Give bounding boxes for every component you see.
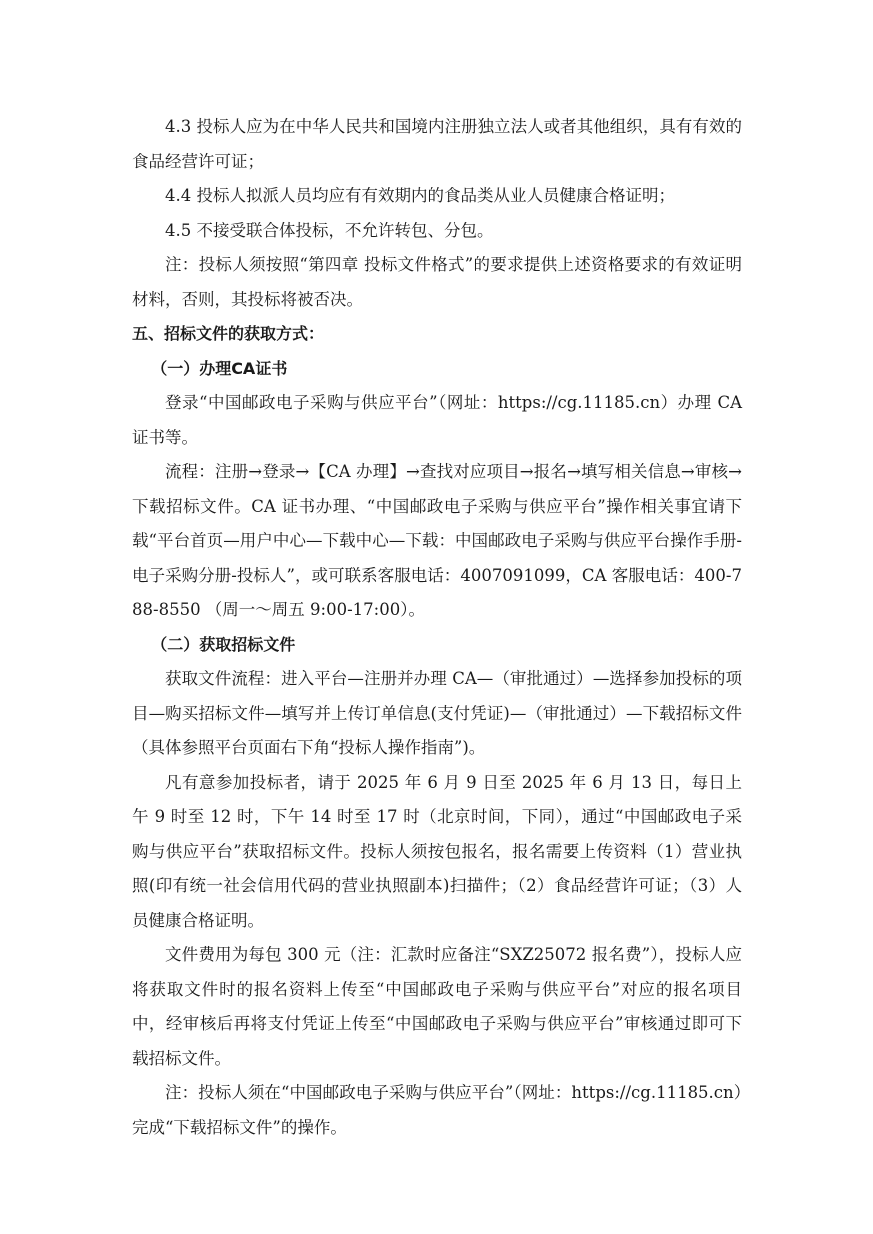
document-page (132, 110, 742, 1145)
subsection-obtain-heading: （二）获取招标文件 (151, 634, 296, 654)
clause-4-5: 4.5 不接受联合体投标，不允许转包、分包。 (165, 220, 494, 240)
section-5-heading: 五、招标文件的获取方式： (132, 324, 325, 343)
ca-process: 流程：注册→登录→【CA 办理】→查找对应项目→报名→填写相关信息→审核→下载招标文件。CA 证书办理、“中国邮政电子采购与供应平台”操作相关事宜请下载“平台首页—用户中心—下载中心—下载：中国邮政电子采购与供应平台操作手册-电子采购分册-投标人”，或可联系客服电话：4007091099，CA 客服电话：400-788-8550 （周一～周五 9:00-17:00）。 (132, 462, 742, 619)
subsection-ca-heading: （一）办理CA证书 (151, 358, 288, 378)
clause-4-4: 4.4 投标人拟派人员均应有有效期内的食品类从业人员健康合格证明； (165, 186, 675, 205)
document-fee: 文件费用为每包 300 元（注：汇款时应备注“SXZ25072 报名费”），投标人应将获取文件时的报名资料上传至“中国邮政电子采购与供应平台”对应的报名项目中，经审核后再将支付凭证上传至“中国邮政电子采购与供应平台”审核通过即可下载招标文件。 (132, 945, 742, 1068)
download-note: 注：投标人须在“中国邮政电子采购与供应平台”（网址：https://cg.11185.cn）完成“下载招标文件”的操作。 (132, 1083, 742, 1137)
clause-4-3: 4.3 投标人应为在中华人民共和国境内注册独立法人或者其他组织，具有有效的食品经营许可证； (132, 117, 742, 171)
qualification-note: 注：投标人须按照“第四章 投标文件格式”的要求提供上述资格要求的有效证明材料，否则，其投标将被否决。 (132, 255, 742, 309)
obtain-period: 凡有意参加投标者，请于 2025 年 6 月 9 日至 2025 年 6 月 13 日，每日上午 9 时至 12 时，下午 14 时至 17 时（北京时间，下同），通过“中国邮政电子采购与供应平台”获取招标文件。投标人须按包报名，报名需要上传资料（1）营业执照(印有统一社会信用代码的营业执照副本)扫描件；（2）食品经营许可证；（3）人员健康合格证明。 (132, 772, 742, 930)
login-instruction: 登录“中国邮政电子采购与供应平台”（网址：https://cg.11185.cn）办理 CA 证书等。 (132, 393, 742, 447)
obtain-process: 获取文件流程：进入平台—注册并办理 CA—（审批通过）—选择参加投标的项目—购买招标文件—填写并上传订单信息(支付凭证)—（审批通过）—下载招标文件（具体参照平台页面右下角“投标人操作指南”)。 (132, 669, 742, 757)
